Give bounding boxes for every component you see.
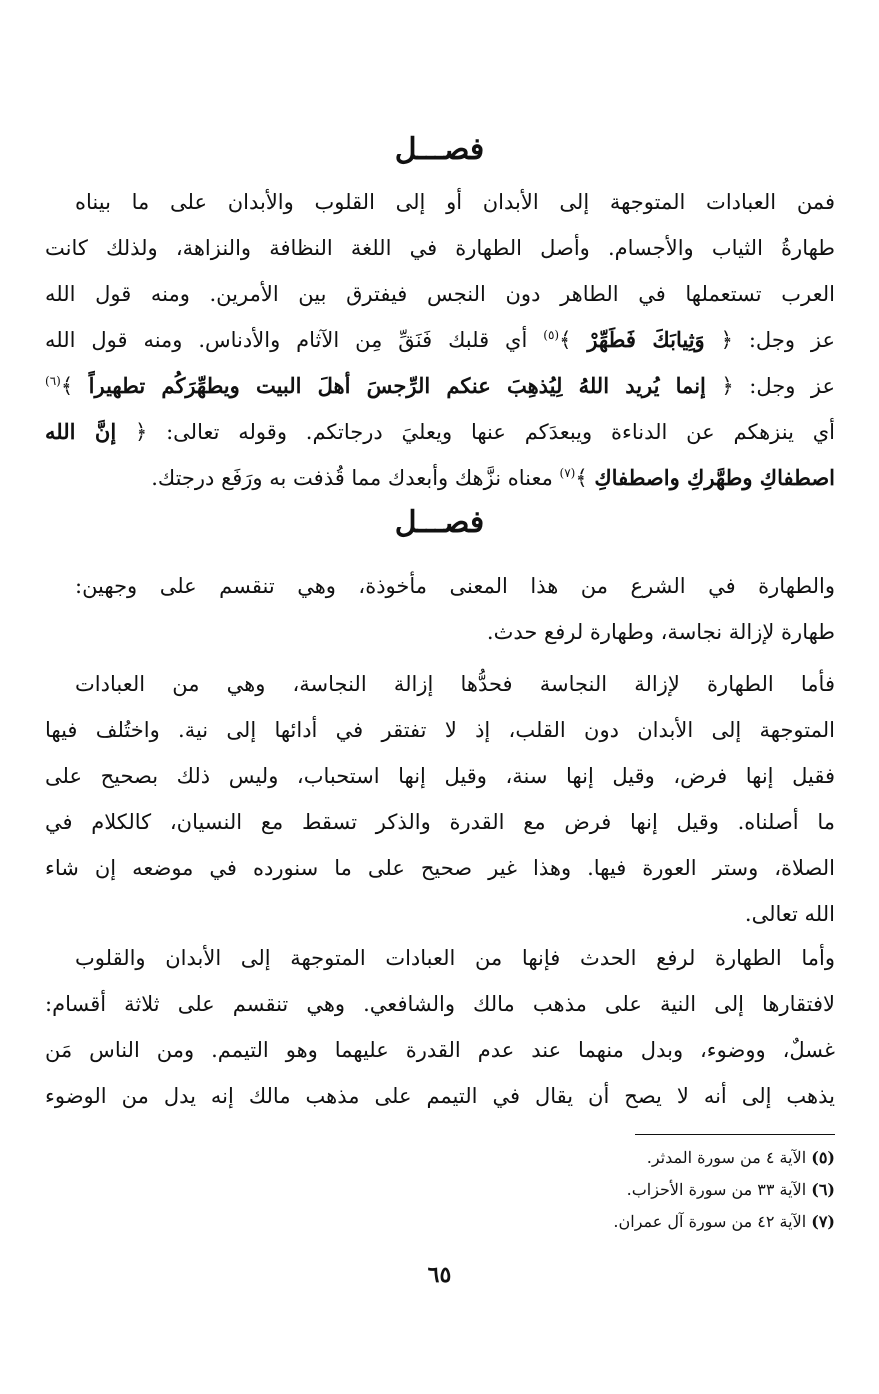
text-line: ما أصلناه. وقيل إنها فرض مع القدرة والذكر تسقط مع النسيان، كالكلام في [45, 810, 835, 834]
text-line: وأما الطهارة لرفع الحدث فإنها من العبادات المتوجهة إلى الأبدان والقلوب [75, 946, 835, 970]
text-line [45, 456, 835, 500]
footnote-ref: (٥) [543, 328, 560, 342]
footnote-number: (٥) [811, 1148, 835, 1167]
footnote-ref: (٧) [559, 466, 576, 480]
text-line [45, 410, 835, 454]
text-line: فمن العبادات المتوجهة إلى الأبدان أو إلى القلوب والأبدان على ما بيناه [75, 190, 835, 214]
text-line: طهارةُ الثياب والأجسام. وأصل الطهارة في اللغة النظافة والنزاهة، ولذلك كانت [45, 236, 835, 260]
text-line: العرب تستعملها في الطاهر دون النجس فيفترق بين الأمرين. ومنه قول الله [45, 282, 835, 306]
footnote-number: (٦) [811, 1180, 835, 1199]
text-span: ﴾ [60, 374, 74, 398]
text-line: الصلاة، وستر العورة فيها. وهذا غير صحيح على ما سنورده في موضعه إن شاء [45, 856, 835, 880]
text-line: يذهب إلى أنه لا يصح أن يقال في التيمم على مذهب مالك إنه يدل من الوضوء [45, 1084, 835, 1108]
text-line [45, 364, 835, 408]
text-line: طهارة لإزالة نجاسة، وطهارة لرفع حدث. [486, 620, 835, 644]
footnote [45, 1176, 835, 1204]
quran-quote: وَثِيابَكَ فَطَهِّرْ [587, 327, 705, 352]
page-number: ٦٥ [427, 1262, 452, 1288]
text-span: أي ينزهكم عن الدناءة ويبعدَكم عنها ويعليَ درجاتكم. وقوله تعالى: ﴿ [134, 420, 835, 444]
quran-quote: اصطفاكِ وطهَّركِ واصطفاكِ [594, 465, 835, 490]
quran-quote: إنما يُريد اللهُ لِيُذهِبَ عنكم الرِّجسَ أهلَ البيت ويطهِّرَكُم تطهيراً [88, 373, 706, 398]
footnote [45, 1208, 835, 1236]
text-line: فقيل إنها فرض، وقيل إنها سنة، وقيل إنها استحباب، وليس ذلك بصحيح على [45, 764, 835, 788]
text-span: ﴾ [559, 328, 572, 352]
footnote-text: الآية ٤ من سورة المدثر. [646, 1148, 812, 1167]
text-span: معناه نزَّهك وأبعدك مما قُذفت به ورَفَع درجتك. [151, 466, 560, 490]
section-heading-2: فصـــل [394, 505, 485, 540]
quran-quote: إنَّ الله [45, 419, 117, 444]
footnote-text: الآية ٤٢ من سورة آل عمران. [613, 1212, 812, 1231]
text-span: عز وجل: ﴿ [721, 374, 835, 398]
text-span: عز وجل: ﴿ [720, 328, 835, 352]
text-span: أي قلبك فَنَقِّ مِن الآثام والأدناس. ومنه قول الله [45, 328, 544, 352]
footnote-ref: (٦) [45, 374, 61, 388]
text-line [45, 318, 835, 362]
footnote-number: (٧) [811, 1212, 835, 1231]
section-heading-1: فصـــل [394, 132, 485, 167]
text-span: ﴾ [575, 466, 588, 490]
footnote [45, 1144, 835, 1172]
footnote-divider [635, 1134, 835, 1135]
text-line: المتوجهة إلى الأبدان دون القلب، إذ لا تفتقر في أدائها إلى نية. واختُلف فيها [45, 718, 835, 742]
text-line: فأما الطهارة لإزالة النجاسة فحدُّها إزالة النجاسة، وهي من العبادات [75, 672, 835, 696]
text-line: غسلٌ، ووضوء، وبدل منهما عند عدم القدرة عليهما وهو التيمم. ومن الناس مَن [45, 1038, 835, 1062]
text-line: الله تعالى. [744, 902, 835, 926]
footnote-text: الآية ٣٣ من سورة الأحزاب. [626, 1180, 812, 1199]
text-line: لافتقارها إلى النية على مذهب مالك والشافعي. وهي تنقسم على ثلاثة أقسام: [45, 992, 835, 1016]
text-line: والطهارة في الشرع من هذا المعنى مأخوذة، وهي تنقسم على وجهين: [75, 574, 835, 598]
